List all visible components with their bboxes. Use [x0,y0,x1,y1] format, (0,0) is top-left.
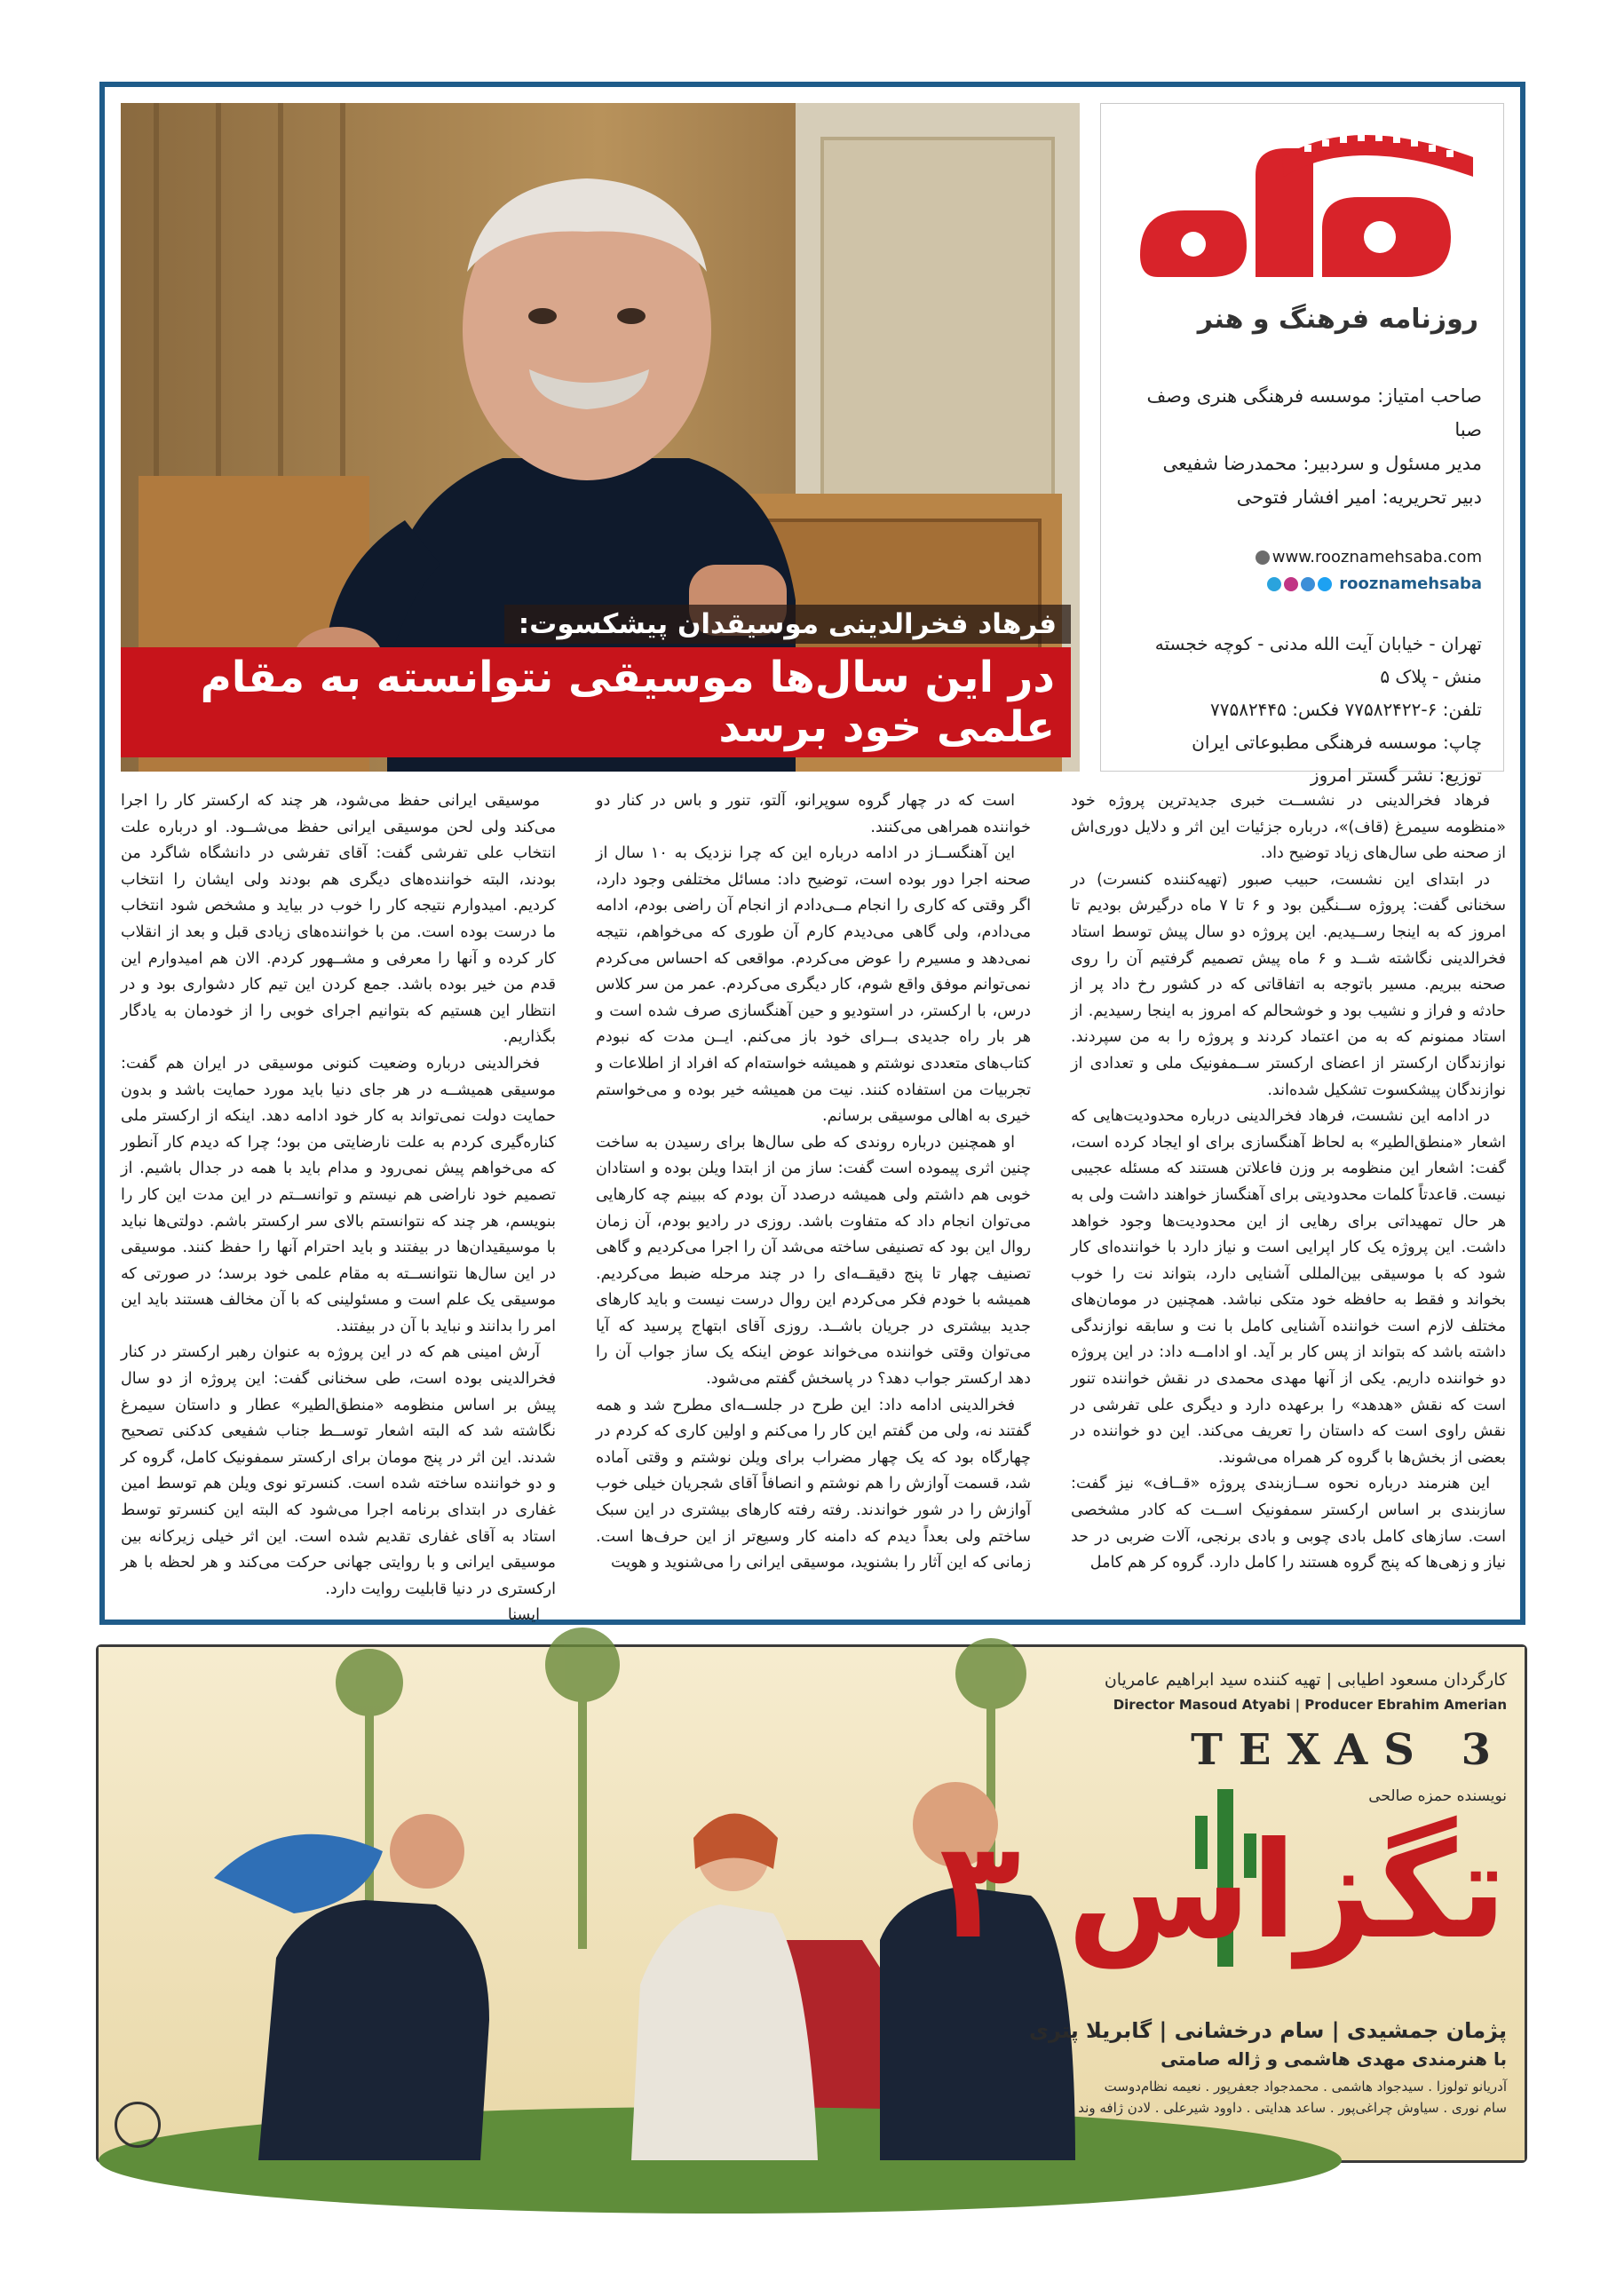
article-column-1 [1071,788,1506,1596]
article-paragraph: در ادامه این نشست، فرهاد فخرالدینی درباره محدودیت‌هایی که اشعار «منطق‌الطیر» به لحاظ آهنگسازی برای او ایجاد کرده است، گفت: اشعار این منظومه بر وزن فاعلاتن هستند که مسئله عجیبی نیست. قاعدتاً کلمات محدودیتی برای آهنگساز خواهند داشت ولی به هر حال تمهیداتی برای رهایی از این محدودیت‌ها وجود خواهد داشت. این پروژه یک کار اپرایی است و نیاز دارد با خواننده‌ای کار شود که با موسیقی بین‌المللی آشنایی دارد، بتواند نت را خوب بخواند و فقط به حافظه خود متکی نباشد. همچنین در مومان‌های مختلف لازم است خواننده آشنایی کامل با نت و سابقه نوازندگی داشته باشد که بتواند از پس کار بر آید. او ادامــه داد: در این پروژه دو خواننده داریم. یکی از آنها مهدی محمدی در نقش خواننده تنور است که نقش «هدهد» را برعهده دارد و دیگری علی تفرشی در نقش راوی است که داستان را تعریف می‌کند. این دو خواننده در بعضی از بخش‌ها با گروه کر همراه می‌شوند. [1071,1107,1506,1467]
contact-info [1122,628,1482,792]
masthead [1100,103,1504,786]
article-paragraph: موسیقی ایرانی حفظ می‌شود، هر چند که ارکستر کار را اجرا می‌کند ولی لحن موسیقی ایرانی حفظ می‌شــود. او درباره علت انتخاب علی تفرشی گفت: آقای تفرشی در دانشگاه شاگرد من بودند، البته خواننده‌های دیگری هم بودند ولی ایشان را انتخاب کردیم. امیدوارم نتیجه کار را خوب در بیاید و مشخص شود انتخاب ما درست بوده است. من با خواننده‌های زیادی قبل و بعد از انقلاب کار کرده و آنها را معرفی و مشــهور کردم. الان هم امیدوارم این قدم من خیر بوده باشد. جمع کردن این تیم کار دشواری بود و در انتظار این هستیم که بتوانیم اجرای خوبی را از خودمان به یادگار بگذاریم. [121,792,556,1047]
print-line: چاپ: موسسه فرهنگی مطبوعاتی ایران [1192,732,1482,753]
article-column-3 [121,788,556,1625]
portrait-photo [121,103,1080,772]
article-paragraph: ایسنا [507,1606,540,1625]
phone-line: تلفن: ۶-۷۷۵۸۲۴۲۲ فکس: ۷۷۵۸۲۴۴۵ [1209,699,1482,720]
globe-icon [1256,550,1270,565]
movie-advertisement[interactable] [96,1644,1527,2163]
editor-line: دبیر تحریریه: امیر افشار فتوحی [1236,487,1482,508]
ad-cast: پژمان جمشیدی | سام درخشانی | گابریلا پتری [1028,2018,1507,2043]
ad-director-fa: کارگردان مسعود اطیابی | تهیه کننده سید ابراهیم عامریان [1104,1670,1507,1690]
address-line: تهران - خیابان آیت الله مدنی - کوچه خجسته منش - پلاک ۵ [1154,633,1482,687]
director-line: مدیر مسئول و سردبیر: محمدرضا شفیعی [1162,453,1482,474]
telegram-icon[interactable] [1267,577,1281,591]
headline-block [121,605,1071,757]
article-paragraph: است که در چهار گروه سوپرانو، آلتو، تنور و باس در کنار دو خواننده همراهی می‌کنند. [596,792,1031,836]
website-link[interactable]: www.rooznamehsaba.com [1271,548,1482,566]
newspaper-logo [1122,122,1482,352]
article-paragraph: فخرالدینی ادامه داد: این طرح در جلســه‌ای مطرح شد و همه گفتند نه، ولی من گفتم این کار را می‌کنم و اولین کاری که کردم در چهارگاه بود که یک چهار مضراب برای ویلن نوشتم و وقتی آماده شد، قسمت آوازش را هم نوشتم و انصافاً آقای شجریان خیلی خوب آوازش را در شور خواندند. رفته رفته کارهای بیشتری در این سبک ساختم ولی بعداً دیدم که دامنه کار وسیع‌تر از این حرف‌ها است. زمانی که این آثار را بشنوید، موسیقی ایرانی را می‌شنوید و هویت [596,1396,1031,1572]
article-paragraph: فخرالدینی درباره وضعیت کنونی موسیقی در ایران هم گفت: موسیقی همیشــه در هر جای دنیا باید مورد حمایت باشد و بدون حمایت دولت نمی‌تواند به کار خود ادامه دهد. اینکه از ارکستر ملی کناره‌گیری کردم به علت نارضایتی من بود؛ چرا که دیدم کار آنطور که می‌خواهم پیش نمی‌رود و مدام باید با همه در جدال باشیم. از تصمیم خود ناراضی هم نیستم و توانســتم در این مدت این کار را بنویسم، هر چند که نتوانستم بالای سر ارکستر باشم. دولتی‌ها نباید با موسیقیدان‌ها در بیفتند و باید احترام آنها را حفظ کنند. موسیقی در این سال‌ها نتوانســته به مقام علمی خود برسد؛ در صورتی که موسیقی یک علم است و مسئولینی که با آن مخالف هستند باید این امر را بدانند و نباید با آن در بیفتند. [121,1054,556,1335]
studio-logo-icon [115,2102,161,2148]
article-body [121,788,1506,1625]
ad-director-en: Director Masoud Atyabi | Producer Ebrahim Amerian [1113,1697,1507,1713]
article-frame [99,82,1525,1625]
staff-credits [1122,379,1482,514]
ad-cast-2: با هنرمندی مهدی هاشمی و ژاله صامتی [1161,2048,1507,2070]
twitter-icon[interactable] [1318,577,1332,591]
ad-title-en: TEXAS 3 [1191,1725,1507,1775]
aparat-icon[interactable] [1301,577,1315,591]
headline-title: در این سال‌ها موسیقی نتوانسته به مقام علمی خود برسد [121,647,1071,757]
social-handle[interactable]: rooznamehsaba [1339,574,1482,593]
logo-mark [1122,122,1482,313]
article-paragraph: در ابتدای این نشست، حبیب صبور (تهیه‌کننده کنسرت) در سخنانی گفت: پروژه ســنگین بود و ۶ تا ۷ ماه درگیرش بودیم تا امروز که به اینجا رســیدیم. این پروژه دو سال پیش توسط استاد فخرالدینی نگاشته شــد و ۶ ماه پیش تصمیم گرفتیم آن را روی صحنه ببریم. مسیر باتوجه به اتفاقاتی که در کشور رخ داد پر از حادثه و فراز و نشیب بود و خوشحالم که امروز به اینجا رسیدیم. از استاد ممنونم که به من اعتماد کردند و پروژه را به من سپردند. نوازندگان ارکستر از اعضای ارکستر ســمفونیک ملی و تعدادی از نوازندگان پیشکسوت تشکیل شده‌اند. [1071,870,1506,1099]
web-links [1122,544,1482,598]
article-paragraph: آرش امینی هم که در این پروژه به عنوان رهبر ارکستر در کنار فخرالدینی بوده است، طی سخنانی گفت: این پروژه از دو سال پیش بر اساس منظومه «منطق‌الطیر» عطار و داستان سیمرغ نگاشته شد که البته اشعار توســط جناب شفیعی کدکنی تصحیح شدند. این اثر در پنج مومان برای ارکستر سمفونیک کامل، گروه کر و دو خواننده ساخته شده است. کنسرتو نوی ویلن هم توسط امین غفاری در ابتدای برنامه اجرا می‌شود که البته این کنسرتو توسط استاد به آقای غفاری تقدیم شده است. این اثر خیلی زیرکانه بین موسیقی ایرانی و با روایتی جهانی حرکت می‌کند و هر لحظه با هر ارکستری در دنیا قابلیت روایت دارد. [121,1343,556,1598]
ad-writer: نویسنده حمزه صالحی [1368,1787,1507,1805]
article-paragraph: فرهاد فخرالدینی در نشســت خبری جدیدترین پروژه خود «منظومه سیمرغ (قاف)»، درباره جزئیات این اثر و دلایل دوری‌اش از صحنه طی سال‌های زیاد توضیح داد. [1071,792,1506,863]
ad-cast-4: سام نوری . سیاوش چراغی‌پور . ساعد هدایتی . داوود شیرعلی . لادن ژافه وند [1078,2100,1507,2116]
headline-kicker: فرهاد فخرالدینی موسیقدان پیشکسوت: [504,605,1071,644]
article-column-2 [596,788,1031,1596]
article-paragraph: این آهنگســاز در ادامه درباره این که چرا نزدیک به ۱۰ سال از صحنه اجرا دور بوده است، توضیح داد: مسائل مختلفی وجود دارد، اگر وقتی که کاری را انجام مــی‌دادم از انجام آن راضی بودم، ادامه می‌دادم، ولی گاهی می‌دیدم کارم آن طوری که می‌خواهم، نتیجه نمی‌دهد و مسیرم را عوض می‌کردم. مواقعی که احساس می‌کردم نمی‌توانم موفق واقع شوم، کار دیگری می‌کردم. عمر من سر کلاس درس، با ارکستر، در استودیو و حین آهنگسازی صرف شده است و هر بار راه جدیدی بــرای خود باز می‌کنم. ایــن مدت که نبودم کتاب‌های متعددی نوشتم و همیشه خواسته‌ام که افراد از اطلاعات و تجربیات من استفاده کنند. نیت من همیشه خیر بوده و می‌خواستم خیری به اهالی موسیقی برسانم. [596,844,1031,1126]
instagram-icon[interactable] [1284,577,1298,591]
logo-subtitle: روزنامه فرهنگ و هنر [1197,304,1478,335]
article-paragraph: او همچنین درباره روندی که طی سال‌ها برای رسیدن به ساخت چنین اثری پیموده است گفت: ساز من از ابتدا ویلن بوده و استادان خوبی هم داشتم ولی همیشه درصدد آن بودم که ببینم چه کارهایی می‌توان انجام داد که متفاوت باشد. روزی در رادیو بودم، آن زمان روال این بود که تصنیفی ساخته می‌شد آن را اجرا می‌کردیم و گاهی تصنیف چهار تا پنج دقیقــه‌ای را در چند مرحله ضبط می‌کردیم. همیشه با خودم فکر می‌کردم این روال درست نیست و باید کارهای جدید بیشتری در جریان باشــد. روزی آقای ابتهاج پرسید که آیا می‌توان وقتی خواننده می‌خواند عوض اینکه یک ساز جواب آن را دهد ارکستر جواب دهد؟ در پاسخش گفتم می‌شود. [596,1133,1031,1389]
publisher-line: صاحب امتیاز: موسسه فرهنگی هنری وصف صبا [1146,385,1482,440]
ad-title-fa: تگزاس ۳ [939,1814,1507,1968]
ad-cast-3: آدریانو تولوزا . سیدجواد هاشمی . محمدجواد جعفرپور . نعیمه نظام‌دوست [1104,2079,1507,2095]
distribution-line: توزیع: نشر گستر امروز [1310,764,1482,786]
article-paragraph: این هنرمند درباره نحوه ســازبندی پروژه «قــاف» نیز گفت: سازبندی بر اساس ارکستر سمفونیک اســت که کادر مشخصی است. سازهای کامل بادی چوبی و بادی برنجی، آلات ضربی در حد نیاز و زهی‌ها که پنج گروه هستند را کامل دارد. گروه کر هم کامل [1071,1475,1506,1572]
